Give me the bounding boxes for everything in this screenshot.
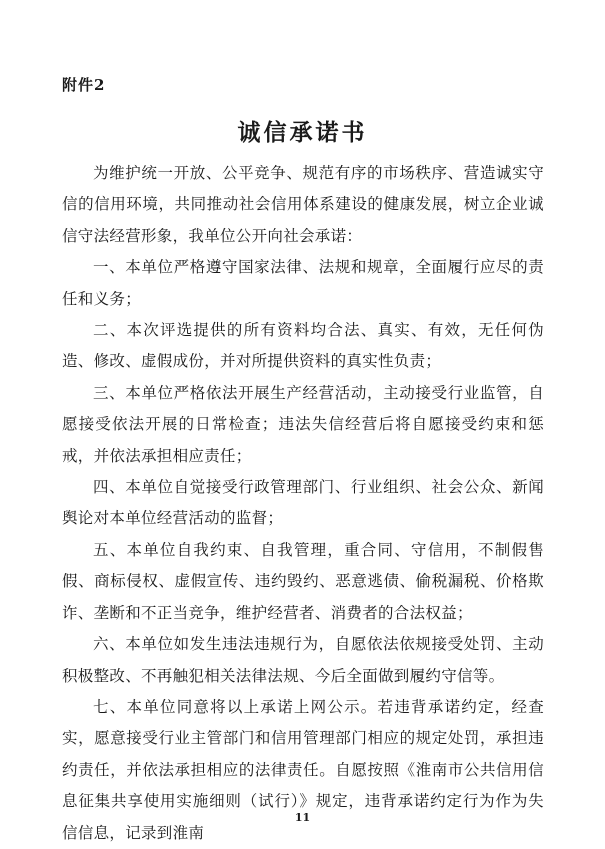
paragraph-6: 六、本单位如发生违法违规行为，自愿依法依规接受处罚、主动积极整改、不再触犯相关法律法规、今后全面做到履约守信等。 <box>62 635 544 685</box>
document-title: 诚信承诺书 <box>237 119 368 146</box>
page-number: 11 <box>294 811 311 824</box>
paragraph-1: 一、本单位严格遵守国家法律、法规和规章，全面履行应尽的责任和义务； <box>62 258 544 308</box>
attachment-label: 附件2 <box>62 76 106 94</box>
paragraph-5: 五、本单位自我约束、自我管理，重合同、守信用，不制假售假、商标侵权、虚假宣传、违约毁约、恶意逃债、偷税漏税、价格欺诈、垄断和不正当竞争，维护经营者、消费者的合法权益； <box>62 540 544 622</box>
paragraph-7: 七、本单位同意将以上承诺上网公示。若违背承诺约定，经查实，愿意接受行业主管部门和信用管理部门相应的规定处罚，承担违约责任，并依法承担相应的法律责任。自愿按照《淮南市公共信用信息征集共享使用实施细则（试行）》规定，违背承诺约定行为作为失信信息，记录到淮南 <box>62 697 544 842</box>
paragraph-intro: 为维护统一开放、公平竞争、规范有序的市场秩序、营造诚实守信的信用环境，共同推动社会信用体系建设的健康发展，树立企业诚信守法经营形象，我单位公开向社会承诺： <box>62 164 544 245</box>
paragraph-4: 四、本单位自觉接受行政管理部门、行业组织、社会公众、新闻舆论对本单位经营活动的监督； <box>62 478 544 528</box>
document-body <box>62 158 544 849</box>
paragraph-2: 二、本次评选提供的所有资料均合法、真实、有效，无任何伪造、修改、虚假成份，并对所提供资料的真实性负责； <box>62 321 544 371</box>
paragraph-3: 三、本单位严格依法开展生产经营活动，主动接受行业监管，自愿接受依法开展的日常检查；违法失信经营后将自愿接受约束和惩戒，并依法承担相应责任； <box>62 383 544 465</box>
